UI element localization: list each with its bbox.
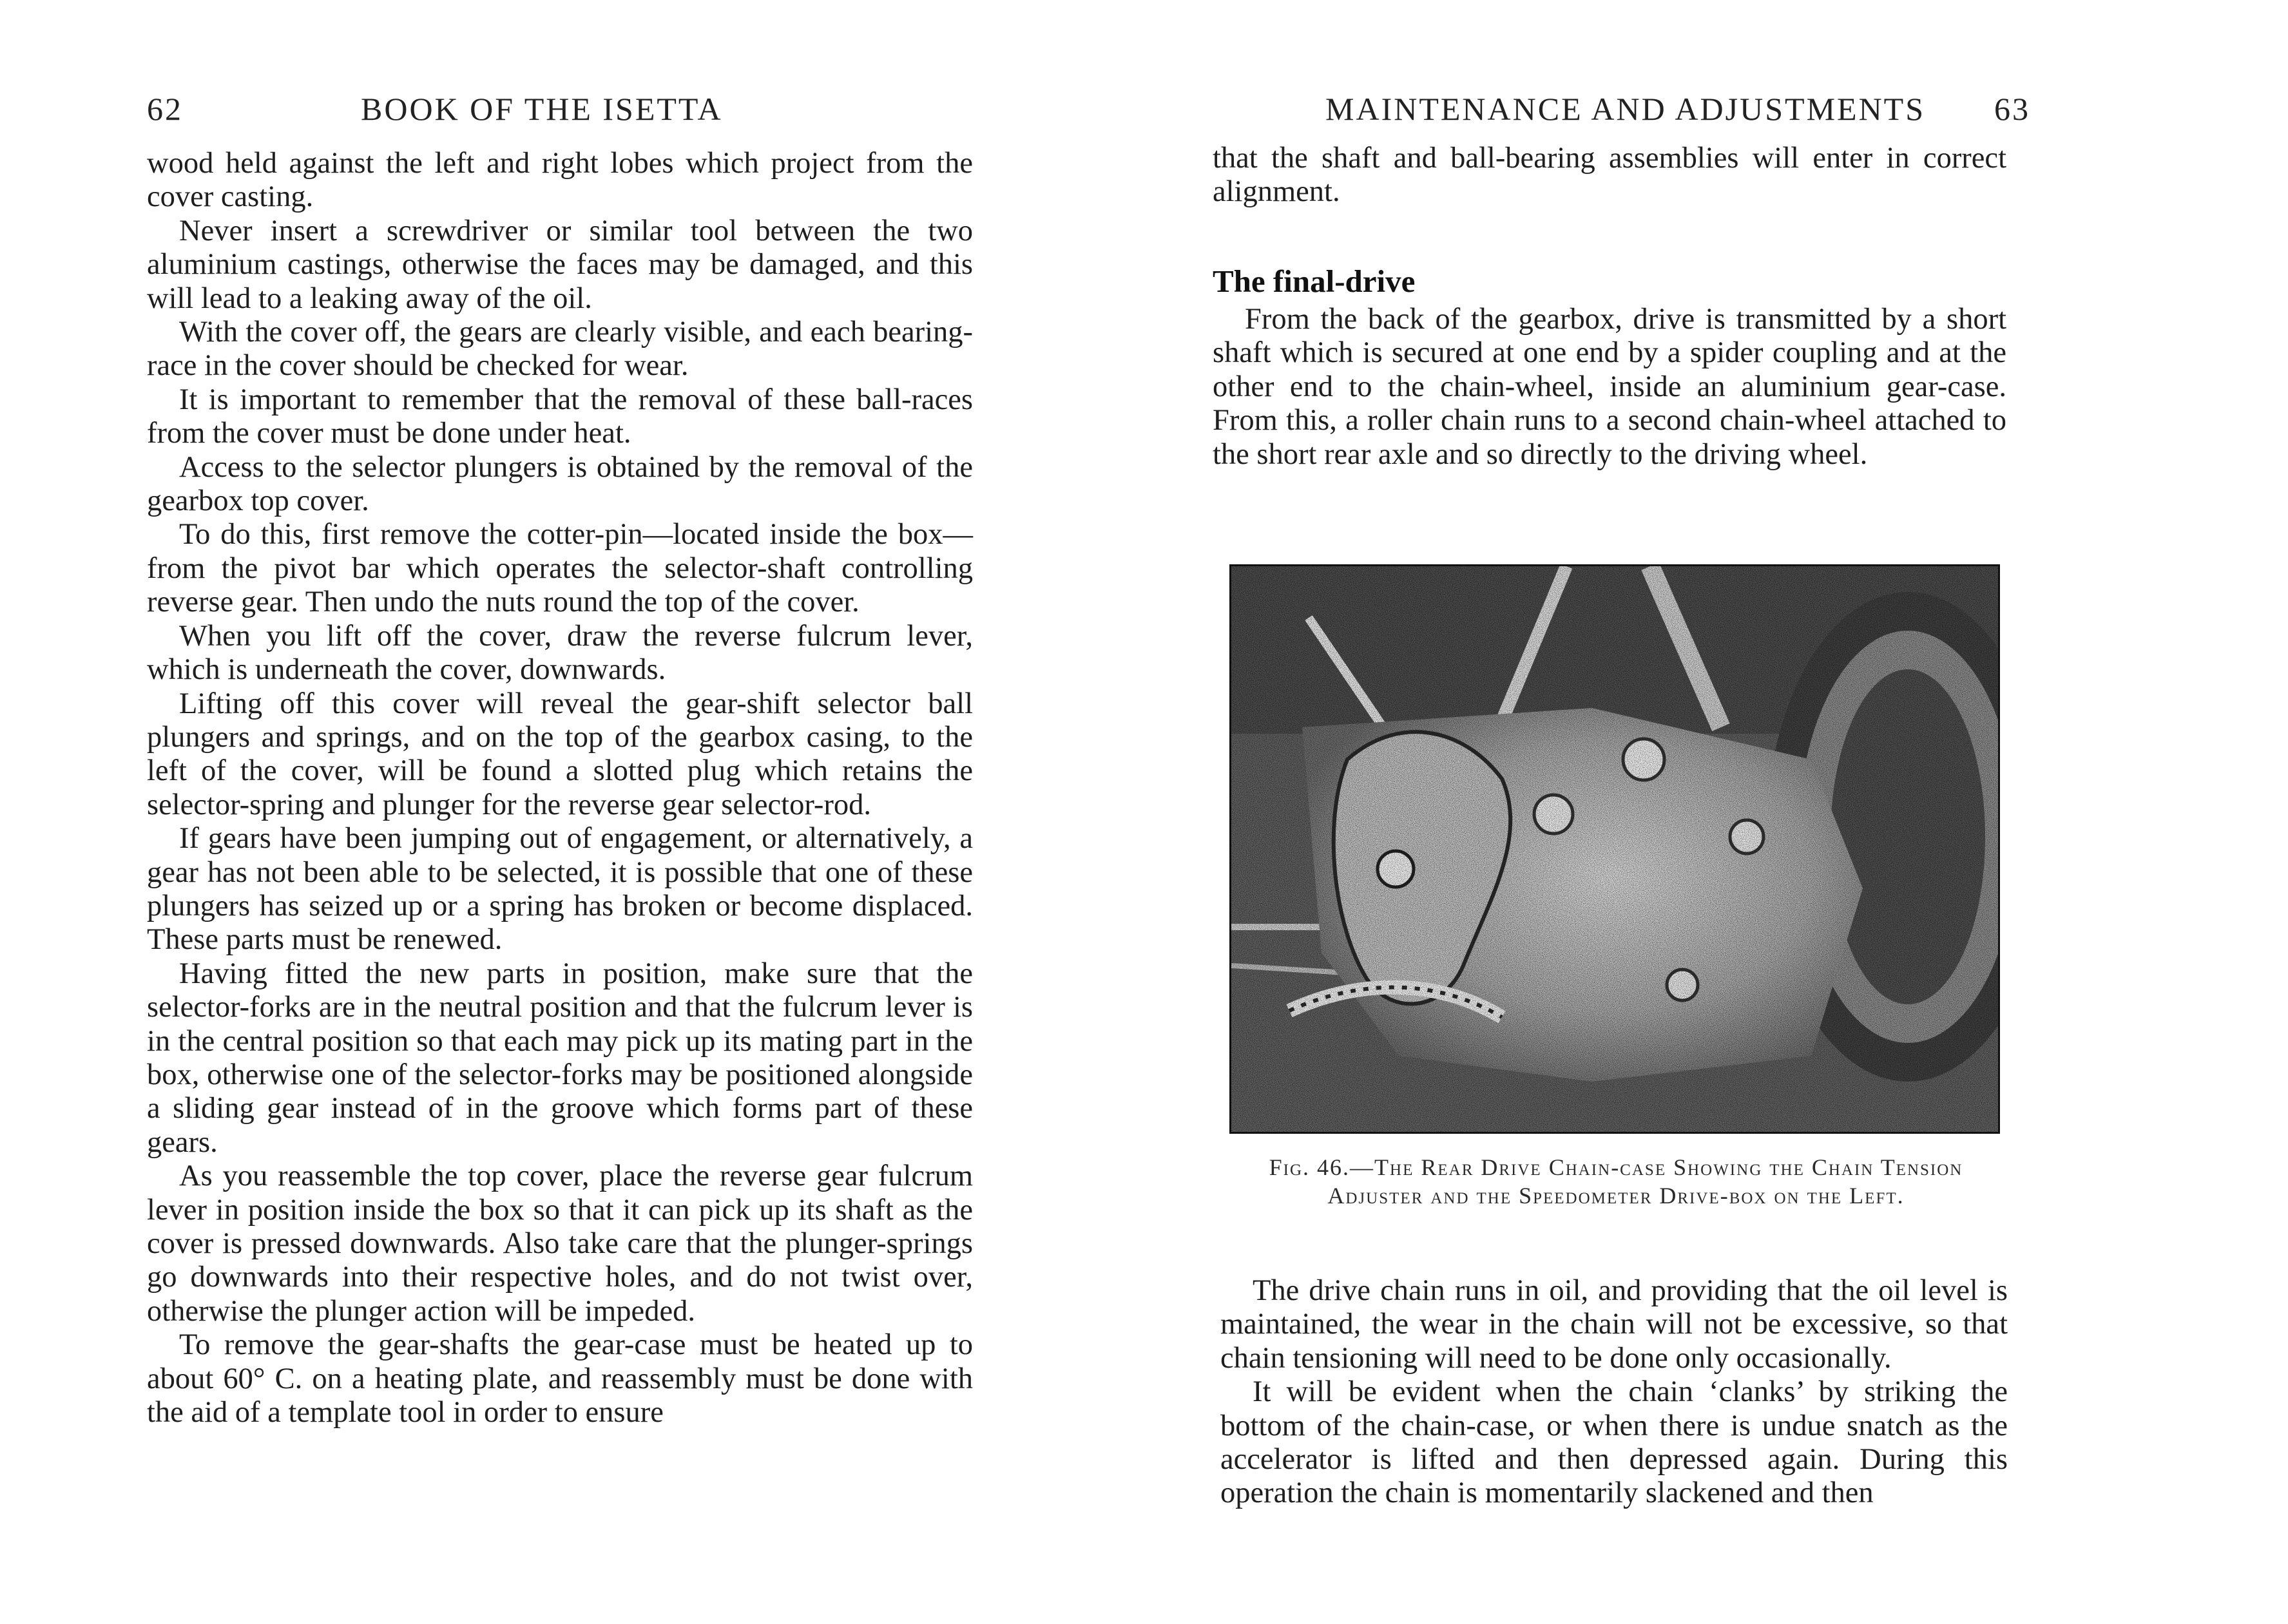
paragraph: From the back of the gearbox, drive is transmitted by a short shaft which is secured at one end by a spider coupling and at the other end to the chain-wheel, inside an aluminium gear-case. From this, a roller chain runs to a second chain-wheel attached to the short rear axle and so directly to the driving wheel. xyxy=(1213,303,2006,471)
page-number: 63 xyxy=(1994,91,2030,127)
paragraph: If gears have been jumping out of engagement, or alternatively, a gear has not been able to be selected, it is possible that one of these plungers has seized up or a spring has broken or become displaced. These parts must be renewed. xyxy=(147,822,973,957)
right-page xyxy=(1144,0,2288,1624)
paragraph: With the cover off, the gears are clearly visible, and each bearing-race in the cover should be checked for wear. xyxy=(147,316,973,383)
paragraph: Having fitted the new parts in position, make sure that the selector-forks are in the neutral position and that the fulcrum lever is in the central position so that each may pick up its mating part in the box, otherwise one of the selector-forks may be positioned alongside a sliding gear instead of in the groove which forms part of these gears. xyxy=(147,957,973,1159)
section-heading: The final-drive xyxy=(1213,263,1416,299)
body-text-bottom xyxy=(1220,1274,2008,1511)
running-head: MAINTENANCE AND ADJUSTMENTS xyxy=(1325,91,1926,127)
paragraph: wood held against the left and right lobes which project from the cover casting. xyxy=(147,147,973,214)
paragraph: The drive chain runs in oil, and providing that the oil level is maintained, the wear in the chain will not be excessive, so that chain tensioning will need to be done only occasionally. xyxy=(1220,1274,2008,1375)
paragraph: Lifting off this cover will reveal the gear-shift selector ball plungers and springs, and on the top of the gearbox casing, to the left of the cover, will be found a slotted plug which retains the selector-spring and plunger for the reverse gear selector-rod. xyxy=(147,687,973,821)
paragraph: Access to the selector plungers is obtained by the removal of the gearbox top cover. xyxy=(147,450,973,518)
page-number: 62 xyxy=(147,91,183,127)
body-text xyxy=(147,147,973,1429)
paragraph: To remove the gear-shafts the gear-case must be heated up to about 60° C. on a heating plate, and reassembly must be done with the aid of a template tool in order to ensure xyxy=(147,1328,973,1429)
body-text-section xyxy=(1213,303,2006,472)
body-text-top xyxy=(1213,142,2006,209)
running-head: BOOK OF THE ISETTA xyxy=(361,91,723,127)
paragraph: Never insert a screwdriver or similar tool between the two aluminium castings, otherwise the faces may be damaged, and this will lead to a leaking away of the oil. xyxy=(147,214,973,315)
paragraph: When you lift off the cover, draw the reverse fulcrum lever, which is underneath the cover, downwards. xyxy=(147,619,973,687)
paragraph: It will be evident when the chain ‘clanks’ by striking the bottom of the chain-case, or when there is undue snatch as the accelerator is lifted and then depressed again. During this operation the chain is momentarily slackened and then xyxy=(1220,1375,2008,1510)
paragraph: To do this, first remove the cotter-pin—located inside the box—from the pivot bar which operates the selector-shaft controlling reverse gear. Then undo the nuts round the top of the cover. xyxy=(147,518,973,619)
paragraph: that the shaft and ball-bearing assemblies will enter in correct alignment. xyxy=(1213,142,2006,209)
paragraph: It is important to remember that the removal of these ball-races from the cover must be done under heat. xyxy=(147,383,973,450)
figure-photo xyxy=(1229,564,2000,1134)
figure-caption: Fig. 46.—The Rear Drive Chain-case Showing the Chain Tension Adjuster and the Speedometer Drive-box on the Left. xyxy=(1269,1154,1963,1208)
paragraph: As you reassemble the top cover, place the reverse gear fulcrum lever in position inside the box so that it can pick up its shaft as the cover is pressed downwards. Also take care that the plunger-springs go downwards into their respective holes, and do not twist over, otherwise the plunger action will be impeded. xyxy=(147,1160,973,1328)
